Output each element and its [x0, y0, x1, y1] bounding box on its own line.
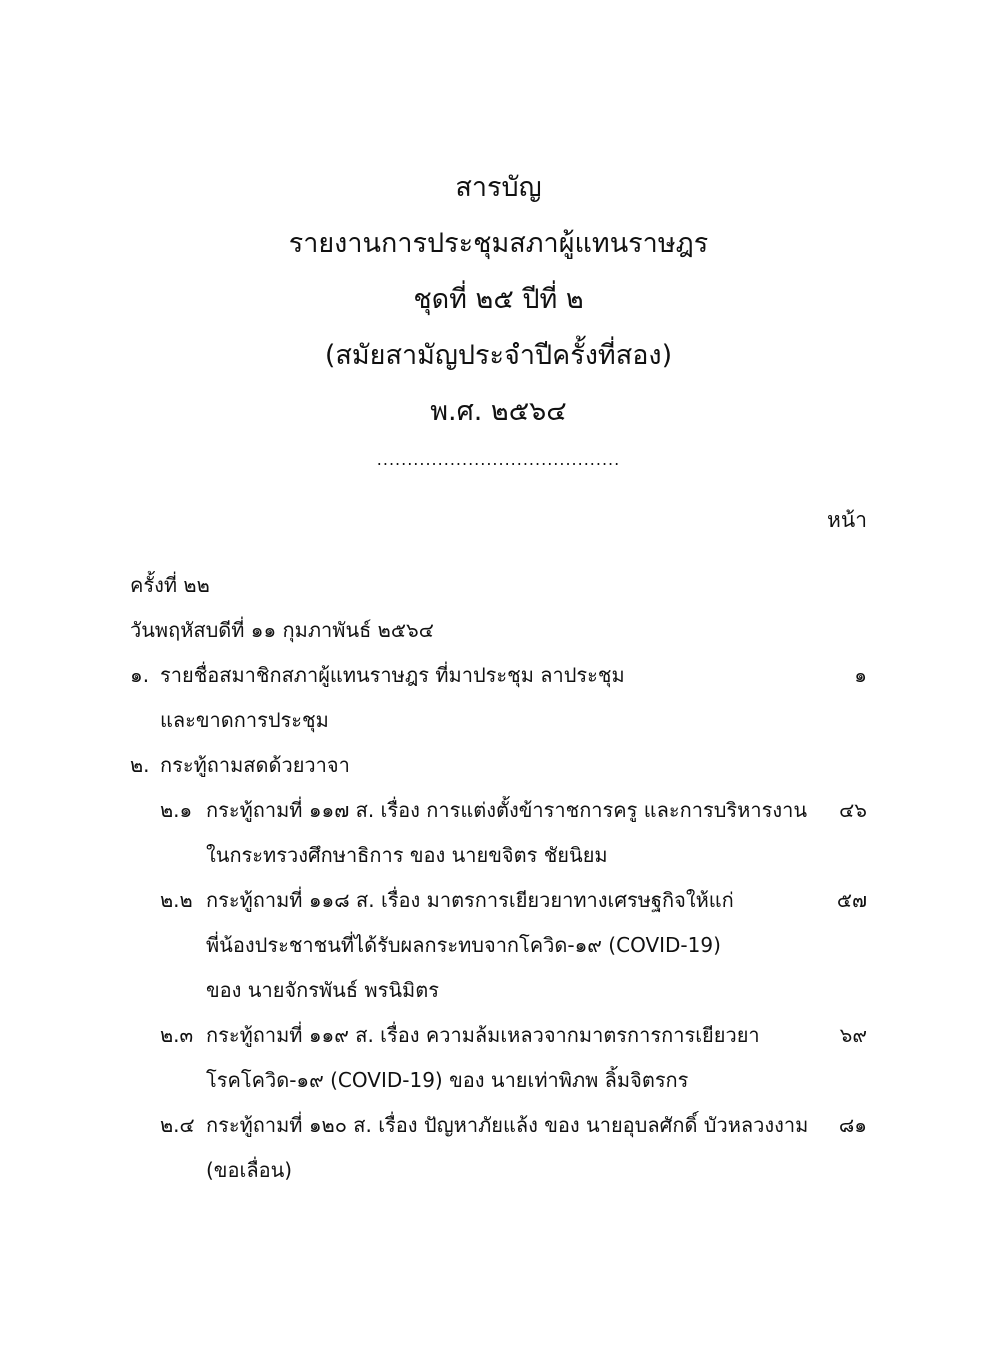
- toc-subentry-continuation: [130, 833, 867, 878]
- entry-title-continued: และขาดการประชุม: [160, 708, 329, 732]
- year-line: พ.ศ. ๒๕๖๔: [430, 396, 567, 427]
- subentry-number: ๒.๒: [160, 888, 193, 912]
- meeting-date-text: วันพฤหัสบดีที่ ๑๑ กุมภาพันธ์ ๒๕๖๔: [130, 618, 434, 642]
- entry-title: รายชื่อสมาชิกสภาผู้แทนราษฎร ที่มาประชุม ลาประชุม: [160, 663, 625, 687]
- subentry-number: ๒.๓: [160, 1023, 194, 1047]
- subentry-title-continued: โรคโควิด-๑๙ (COVID-19) ของ นายเท่าพิภพ ลิ้มจิตรกร: [206, 1068, 689, 1092]
- subentry-title-continued: (ขอเลื่อน): [206, 1158, 293, 1182]
- subentry-title-continued: พี่น้องประชาชนที่ได้รับผลกระทบจากโควิด-๑๙ (COVID-19): [206, 933, 721, 957]
- page-column-label: หน้า: [827, 508, 867, 532]
- toc-subentry-continuation: [130, 923, 867, 968]
- entry-page: ๑: [854, 663, 867, 687]
- toc-subentry-continuation: [130, 1058, 867, 1103]
- report-subtitle: รายงานการประชุมสภาผู้แทนราษฎร: [288, 228, 709, 259]
- subentry-page: ๘๑: [838, 1113, 867, 1137]
- subentry-title: กระทู้ถามที่ ๑๑๙ ส. เรื่อง ความล้มเหลวจากมาตรการการเยียวยา: [206, 1023, 760, 1047]
- toc-subentry-continuation: [130, 968, 867, 1013]
- subentry-title: กระทู้ถามที่ ๑๑๗ ส. เรื่อง การแต่งตั้งข้าราชการครู และการบริหารงาน: [206, 798, 807, 822]
- toc-subentry-continuation: [130, 1148, 867, 1193]
- toc-subentry: [130, 788, 867, 833]
- table-of-contents: [130, 563, 867, 1193]
- subentry-title: กระทู้ถามที่ ๑๒๐ ส. เรื่อง ปัญหาภัยแล้ง ของ นายอุบลศักดิ์ บัวหลวงงาม: [206, 1113, 809, 1137]
- toc-subentry: [130, 1103, 867, 1148]
- subentry-number: ๒.๑: [160, 798, 193, 822]
- subentry-title-continued: ในกระทรวงศึกษาธิการ ของ นายขจิตร ชัยนิยม: [206, 843, 608, 867]
- subentry-page: ๖๙: [839, 1023, 867, 1047]
- entry-number: ๑.: [130, 663, 150, 687]
- volume-line: ชุดที่ ๒๕ ปีที่ ๒: [413, 284, 584, 315]
- subentry-page: ๕๗: [836, 888, 867, 912]
- subentry-number: ๒.๔: [160, 1113, 195, 1137]
- subentry-title: กระทู้ถามที่ ๑๑๘ ส. เรื่อง มาตรการเยียวยาทางเศรษฐกิจให้แก่: [206, 888, 734, 912]
- toc-subentry: [130, 878, 867, 923]
- entry-title: กระทู้ถามสดด้วยวาจา: [160, 753, 350, 777]
- toc-entry: [130, 743, 867, 788]
- entry-number: ๒.: [130, 753, 150, 777]
- meeting-number-text: ครั้งที่ ๒๒: [130, 573, 210, 597]
- meeting-date: [130, 608, 867, 653]
- toc-subentry: [130, 1013, 867, 1058]
- toc-entry-continuation: [130, 698, 867, 743]
- document-header: [0, 160, 997, 472]
- dotted-divider: ........................................: [376, 450, 621, 469]
- subentry-page: ๔๖: [839, 798, 867, 822]
- meeting-number: [130, 563, 867, 608]
- session-line: (สมัยสามัญประจำปีครั้งที่สอง): [324, 340, 673, 371]
- subentry-title-continued: ของ นายจักรพันธ์ พรนิมิตร: [206, 978, 439, 1002]
- toc-title: สารบัญ: [455, 172, 542, 203]
- toc-entry: [130, 653, 867, 698]
